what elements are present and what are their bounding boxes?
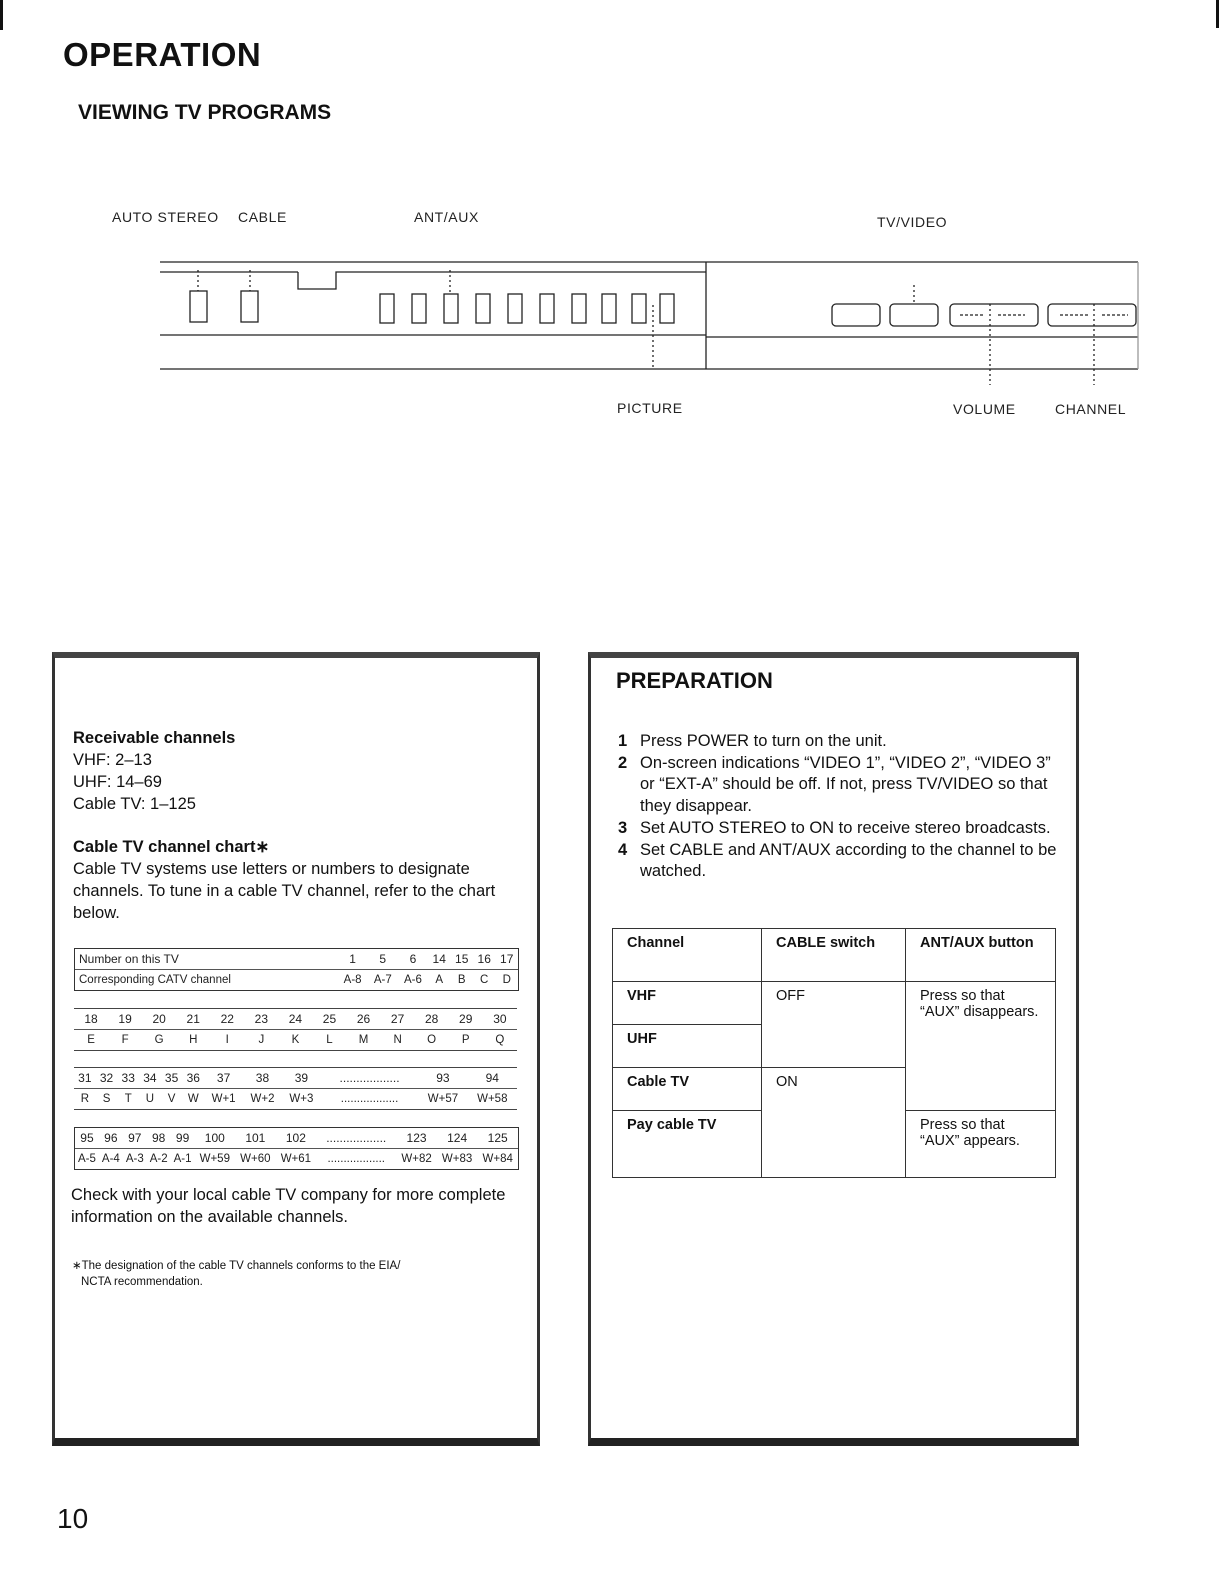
chart-catv-cell: W+61 [280,1153,312,1165]
chart-catv-cell: U [145,1093,155,1105]
chart-number-cell: 125 [477,1128,518,1149]
chart-number-cell: 36 [182,1068,204,1089]
chart-intro: Cable TV systems use letters or numbers to designate channels. To tune in a cable TV channel, refer to the chart below. [73,860,496,922]
section-subtitle: VIEWING TV PROGRAMS [78,101,332,124]
receivable-heading: Receivable channels [73,729,236,747]
chart-number-cell: 38 [243,1068,282,1089]
chart-number-cell: 102 [276,1128,317,1149]
chart-catv-cell: A-1 [173,1153,192,1165]
chart-catv-cell: C [480,974,489,986]
preparation-steps [618,731,1058,883]
chart-catv-cell: B [457,974,466,986]
chart-number-cell: 5 [368,949,398,970]
header-channel: Channel [613,929,762,982]
footnote [72,1258,502,1290]
step-1 [618,731,1058,753]
step-4 [618,840,1058,883]
chart-number-cell: 23 [244,1009,278,1030]
page-number: 10 [57,1503,89,1534]
ant-aux-label: ANT/AUX [414,209,479,225]
chart-number-cell: 39 [282,1068,321,1089]
chart-catv-cell: W+84 [482,1153,513,1165]
step-number: 4 [618,840,628,859]
chart-block-0 [74,948,519,991]
row-vhf: VHF [613,982,762,1025]
chart-catv-cell: A-7 [373,974,392,986]
chart-number-cell: .................. [321,1068,418,1089]
cable-off-cell: OFF [762,982,906,1068]
table-row [613,982,1056,1025]
footnote-line-2: NCTA recommendation. [81,1276,203,1288]
chart-block-2 [74,1067,517,1110]
chart-number-cell: 97 [123,1128,147,1149]
auto-stereo-label: AUTO STEREO [112,209,219,225]
chart-number-cell: 18 [74,1009,108,1030]
footnote-line-1: ∗The designation of the cable TV channels conforms to the EIA/ [72,1260,401,1272]
check-local-text: Check with your local cable TV company for more complete information on the available channels. [71,1186,506,1226]
row-cable-tv: Cable TV [613,1068,762,1111]
chart-catv-cell: M [358,1034,369,1046]
picture-label: PICTURE [617,400,683,416]
volume-label: VOLUME [953,401,1016,417]
chart-number-cell: 95 [75,1128,99,1149]
chart-catv-cell: F [121,1034,129,1046]
chart-number-cell: 34 [139,1068,161,1089]
chart-catv-cell: G [154,1034,164,1046]
chart-number-cell: 35 [161,1068,183,1089]
chart-heading [73,836,513,858]
chart-catv-cell: W+58 [477,1093,508,1105]
chart-number-cell: 98 [147,1128,171,1149]
chart-catv-cell: D [502,974,511,986]
chart-number-cell: 123 [396,1128,437,1149]
antaux-disappears-cell: Press so that “AUX” disappears. [906,982,1056,1111]
chart-number-cell: 100 [195,1128,236,1149]
step-2 [618,753,1058,818]
row-uhf: UHF [613,1025,762,1068]
chart-catv-cell: A-6 [403,974,422,986]
chart-catv-cell: N [393,1034,402,1046]
chart-number-cell: 20 [142,1009,176,1030]
chart-catv-cell: .................. [340,1093,399,1105]
receivable-channels-section [73,727,235,815]
chart-catv-cell: E [87,1034,95,1046]
chart-row-label-number: Number on this TV [75,949,338,970]
header-cable-switch: CABLE switch [762,929,906,982]
table-header-row [613,929,1056,982]
chart-number-cell: 29 [449,1009,483,1030]
chart-catv-cell: A-3 [125,1153,144,1165]
chart-catv-cell: R [80,1093,89,1105]
chart-catv-cell: W+83 [441,1153,473,1165]
chart-number-cell: 14 [428,949,450,970]
cable-chart-section [73,836,513,924]
chart-number-cell: 26 [347,1009,381,1030]
chart-block-1 [74,1008,517,1051]
chart-number-cell: 93 [418,1068,467,1089]
preparation-heading: PREPARATION [616,668,773,693]
chart-catv-cell: W+57 [427,1093,459,1105]
step-3 [618,818,1058,840]
chart-number-cell: 124 [437,1128,478,1149]
chart-catv-cell: A-8 [343,974,362,986]
chart-number-cell: 96 [99,1128,123,1149]
chart-number-cell: 99 [171,1128,195,1149]
chart-catv-cell: L [326,1034,333,1046]
receivable-cable: Cable TV: 1–125 [73,795,196,813]
chart-number-cell: 24 [278,1009,312,1030]
step-number: 2 [618,753,628,772]
chart-number-cell: 15 [450,949,472,970]
chart-number-cell: 25 [312,1009,346,1030]
chart-catv-cell: P [461,1034,470,1046]
chart-catv-cell: I [225,1034,229,1046]
chart-number-cell: 32 [96,1068,118,1089]
step-text: Press POWER to turn on the unit. [640,732,887,750]
power-button [832,304,880,326]
page-title: OPERATION [63,36,262,73]
cable-on-cell: ON [762,1068,906,1178]
chart-number-cell: 22 [210,1009,244,1030]
chart-number-cell: 30 [483,1009,517,1030]
chart-number-cell: 33 [117,1068,139,1089]
chart-number-cell: 21 [176,1009,210,1030]
cable-switch [241,291,258,322]
chart-number-cell: 101 [235,1128,276,1149]
chart-catv-cell: O [427,1034,437,1046]
tv-video-label: TV/VIDEO [877,214,948,230]
chart-number-cell: 16 [473,949,495,970]
header-ant-aux: ANT/AUX button [906,929,1056,982]
chart-catv-cell: A-4 [101,1153,120,1165]
step-number: 3 [618,818,628,837]
chart-number-cell: 1 [338,949,368,970]
receivable-uhf: UHF: 14–69 [73,773,162,791]
step-text: Set CABLE and ANT/AUX according to the channel to be watched. [640,840,1057,881]
chart-catv-cell: .................. [327,1153,385,1165]
chart-catv-cell: J [258,1034,265,1046]
auto-stereo-switch [190,291,207,322]
chart-heading-text: Cable TV channel chart [73,838,256,856]
chart-catv-cell: W+60 [240,1153,271,1165]
chart-catv-cell: T [124,1093,132,1105]
chart-catv-cell: W+2 [250,1093,275,1105]
chart-catv-cell: K [291,1034,300,1046]
chart-catv-cell: V [167,1093,176,1105]
chart-catv-cell: Q [495,1034,505,1046]
chart-row-label-catv: Corresponding CATV channel [79,974,231,986]
channel-label: CHANNEL [1055,401,1127,417]
chart-catv-cell: A [435,974,444,986]
chart-catv-cell: W+3 [289,1093,314,1105]
chart-number-cell: 28 [415,1009,449,1030]
receivable-vhf: VHF: 2–13 [73,751,152,769]
chart-number-cell: 27 [381,1009,415,1030]
step-text: On-screen indications “VIDEO 1”, “VIDEO 2”, “VIDEO 3” or “EXT-A” should be off. If not, press TV/VIDEO so that they disappear. [640,753,1051,816]
chart-number-cell: 94 [468,1068,517,1089]
antaux-appears-cell: Press so that “AUX” appears. [906,1111,1056,1178]
chart-block-3 [74,1127,519,1170]
chart-number-cell: 6 [398,949,428,970]
chart-heading-mark: ∗ [255,838,270,856]
chart-number-cell: 19 [108,1009,142,1030]
chart-catv-cell: S [102,1093,111,1105]
chart-catv-cell: A-5 [78,1153,96,1165]
chart-catv-cell: W+59 [199,1153,230,1165]
chart-catv-cell: H [189,1034,198,1046]
switch-settings-table [612,928,1056,1178]
chart-catv-cell: A-2 [149,1153,168,1165]
chart-number-cell: 37 [204,1068,243,1089]
chart-catv-cell: W [187,1093,199,1105]
chart-number-cell: 31 [74,1068,96,1089]
step-text: Set AUTO STEREO to ON to receive stereo broadcasts. [640,818,1051,837]
chart-catv-cell: W+82 [401,1153,432,1165]
channel-button-row [380,294,674,323]
row-pay-cable-tv: Pay cable TV [613,1111,762,1178]
chart-number-cell: 17 [495,949,518,970]
step-number: 1 [618,732,628,750]
tv-video-button [890,304,938,326]
chart-catv-cell: W+1 [211,1093,236,1105]
cable-label: CABLE [238,209,287,225]
chart-number-cell: .................. [316,1128,396,1149]
